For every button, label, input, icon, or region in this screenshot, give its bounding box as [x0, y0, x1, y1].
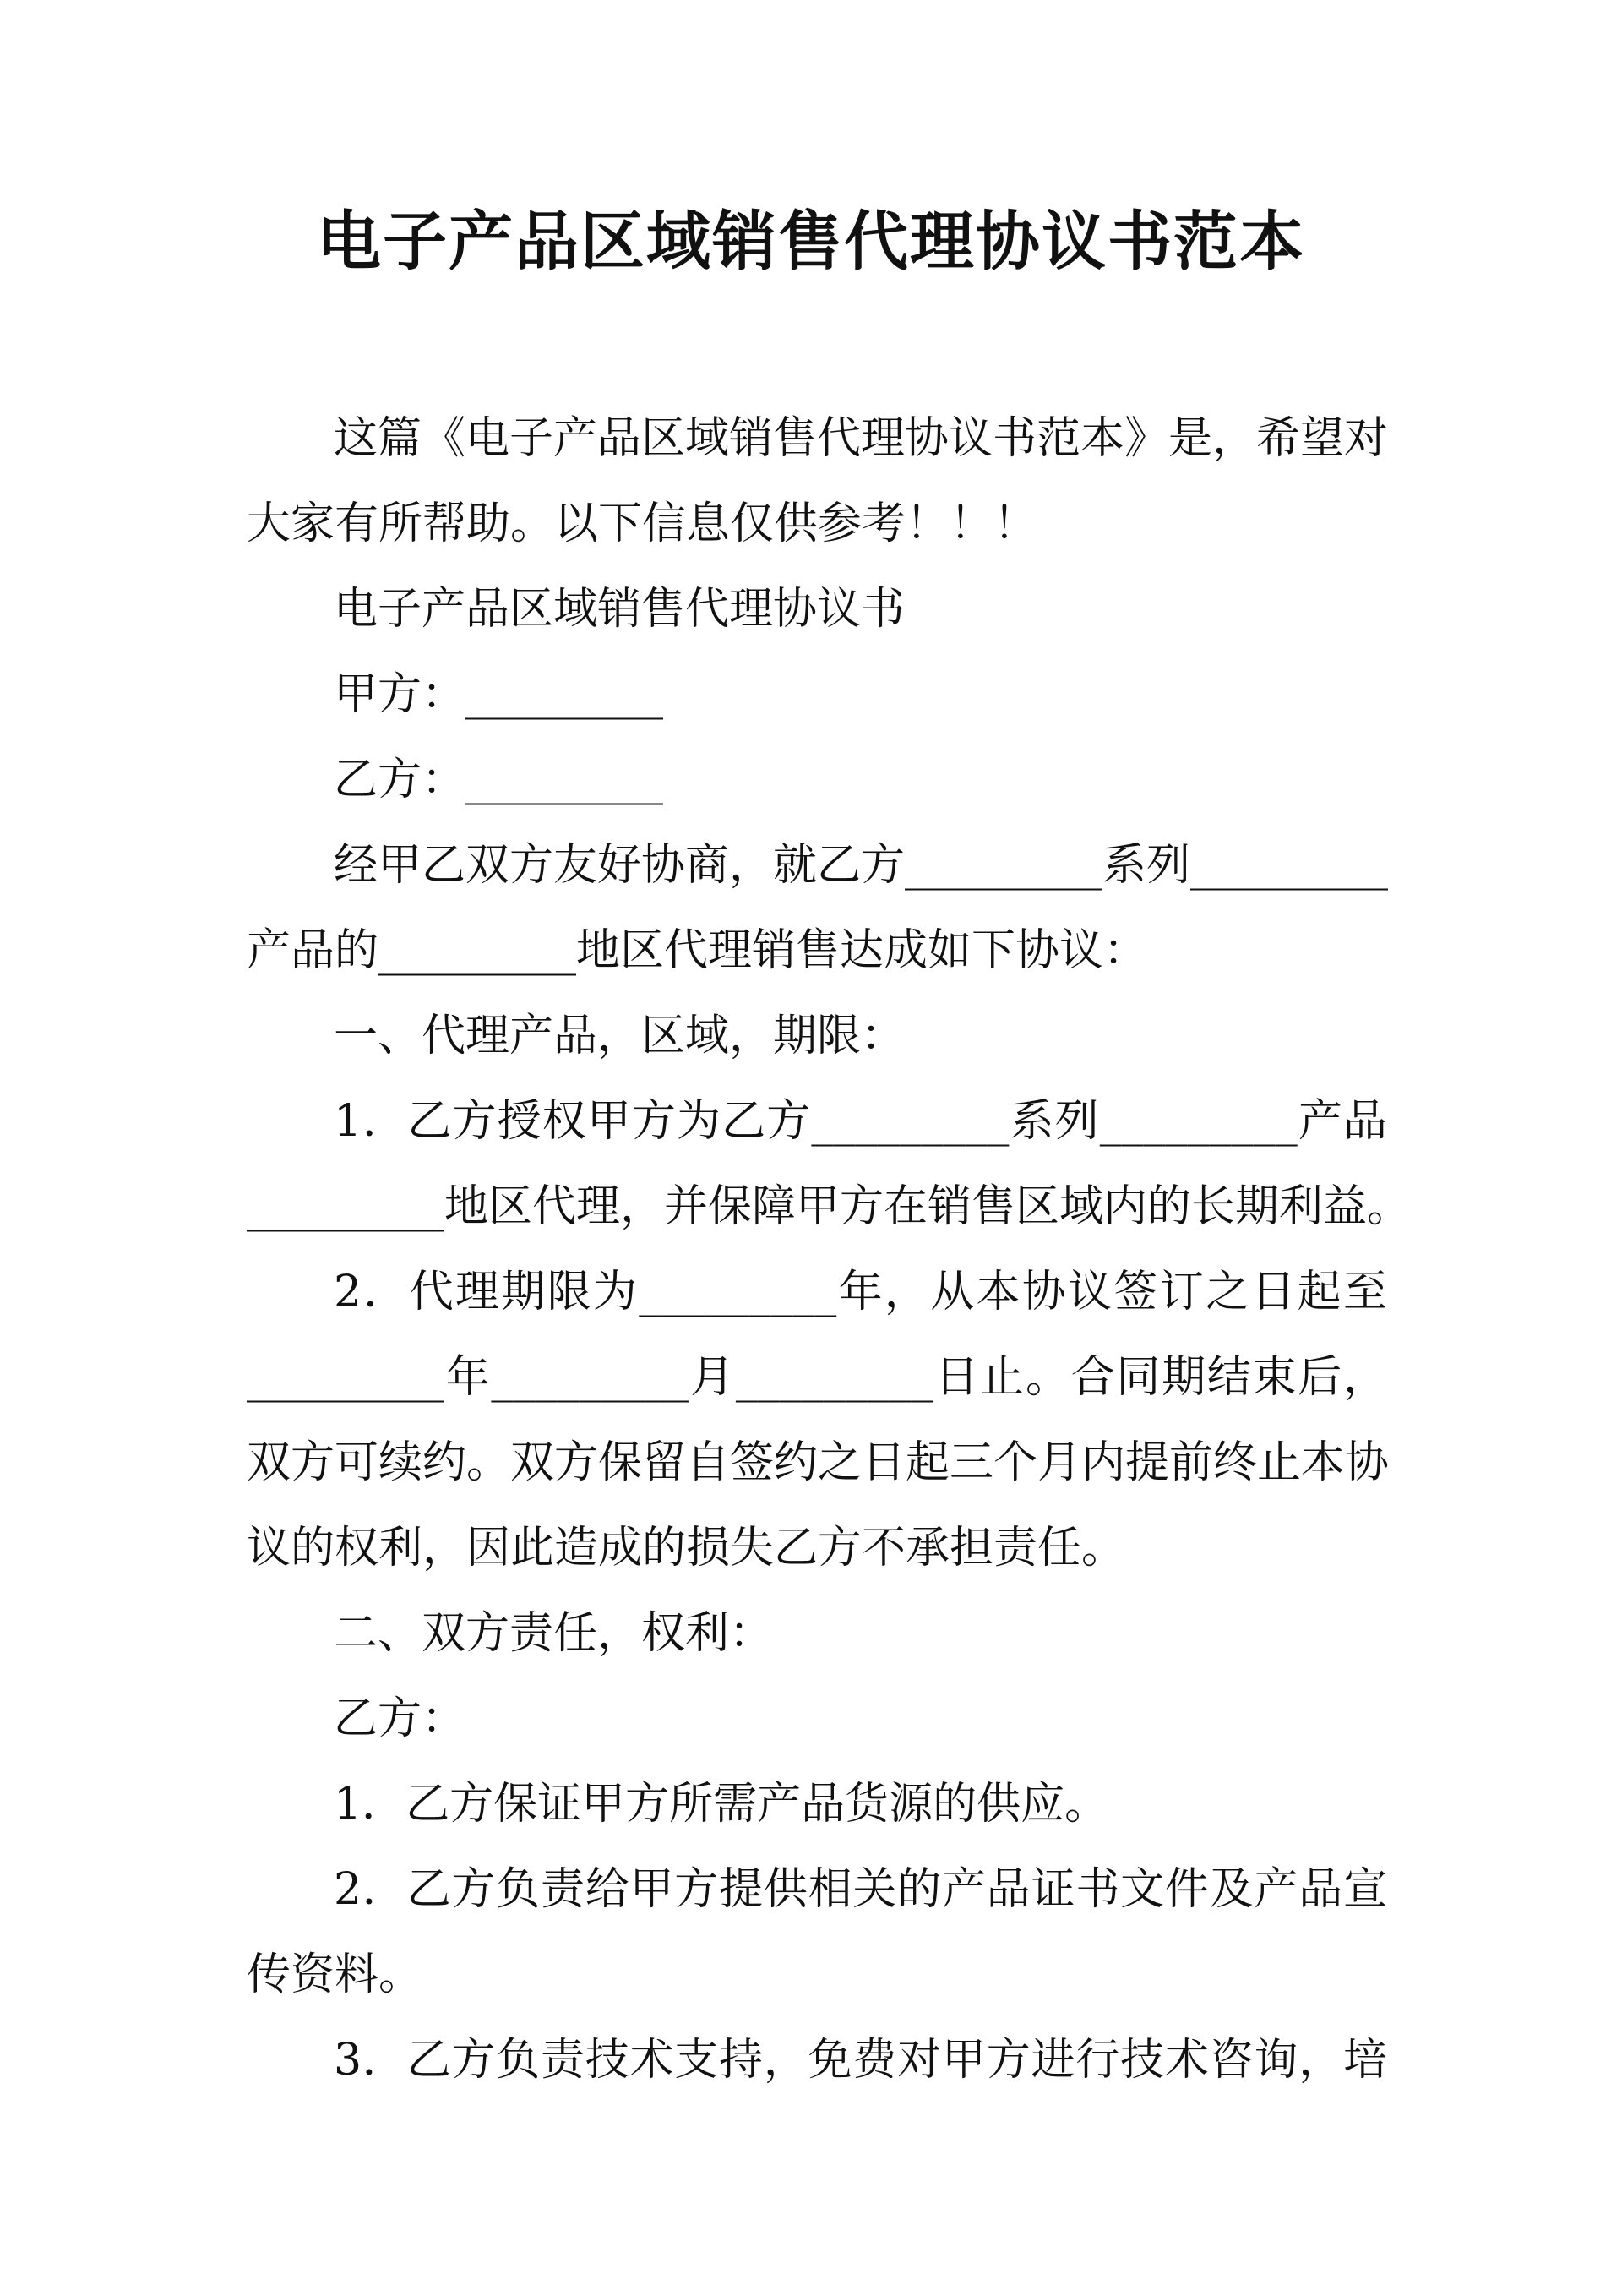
intro-line-1: 这篇《电子产品区域销售代理协议书范本》是，希望对	[334, 413, 1389, 464]
clause-1-2-line-4: 议的权利，因此造成的损失乙方不承担责任。	[247, 1523, 1126, 1573]
document-title: 电子产品区域销售代理协议书范本	[317, 204, 1305, 279]
party-b-subheading: 乙方：	[334, 1693, 466, 1744]
clause-1-2-line-2: _________年_________月_________日止。合同期结束后，	[247, 1352, 1387, 1403]
section-2-heading: 二、双方责任，权利：	[334, 1608, 774, 1659]
agreement-heading: 电子产品区域销售代理协议书	[334, 584, 906, 635]
clause-2-3-line-1: 3．乙方负责技术支持，免费对甲方进行技术咨询，培	[334, 2035, 1387, 2086]
clause-1-2-line-3: 双方可续约。双方保留自签约之日起三个月内提前终止本协	[247, 1437, 1390, 1488]
clause-2-2-line-2: 传资料。	[247, 1950, 423, 2000]
intro-line-2: 大家有所帮助。以下信息仅供参考！！！	[247, 499, 1038, 549]
section-1-heading: 一、代理产品，区域，期限：	[334, 1011, 906, 1061]
preamble-line-1: 经甲乙双方友好协商，就乙方_________系列_________	[334, 840, 1389, 891]
party-a-line: 甲方：_________	[334, 669, 664, 720]
clause-2-1-line-1: 1．乙方保证甲方所需产品货源的供应。	[334, 1779, 1109, 1830]
clause-1-1-line-2: _________地区代理，并保障甲方在销售区域内的长期利益。	[247, 1181, 1412, 1232]
preamble-line-2: 产品的_________地区代理销售达成如下协议：	[247, 925, 1148, 976]
clause-1-2-line-1: 2．代理期限为_________年，从本协议签订之日起至	[334, 1267, 1387, 1317]
clause-2-2-line-1: 2．乙方负责给甲方提供相关的产品证书文件及产品宣	[334, 1864, 1387, 1915]
clause-1-1-line-1: 1．乙方授权甲方为乙方_________系列_________产品	[334, 1096, 1387, 1147]
party-b-line: 乙方：_________	[334, 755, 664, 805]
